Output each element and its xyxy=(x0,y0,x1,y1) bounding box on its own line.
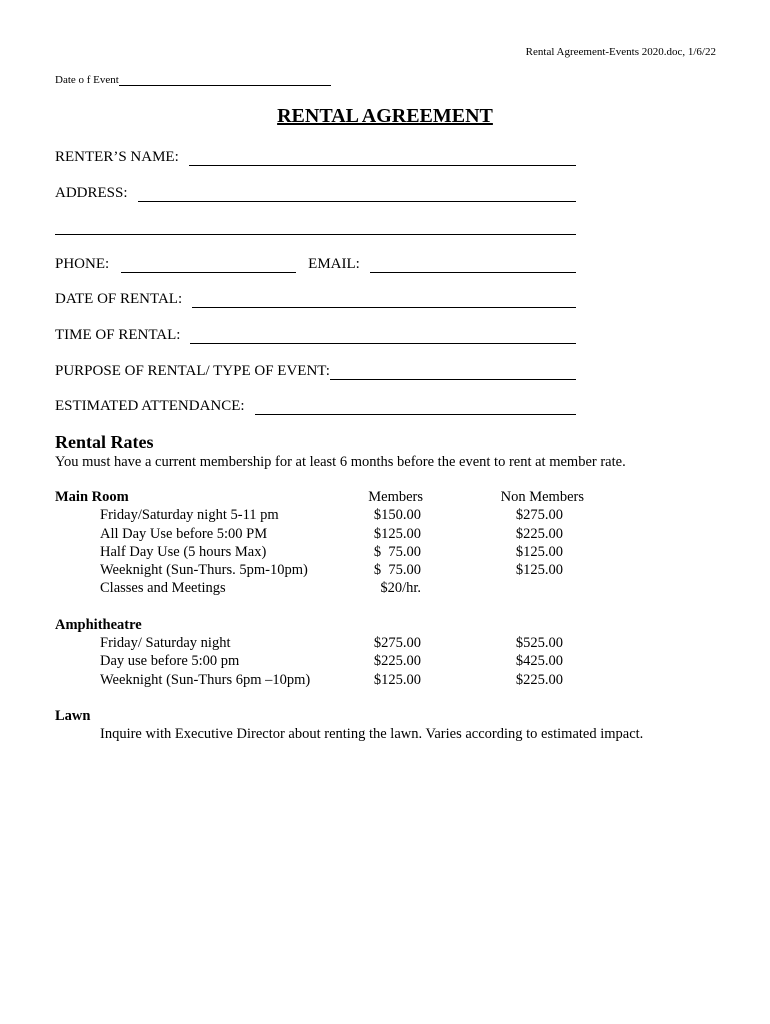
rate-name: Friday/ Saturday night xyxy=(100,635,231,652)
lawn-note-row xyxy=(55,725,675,743)
non-members-column-header: Non Members xyxy=(500,489,584,505)
rate-name: All Day Use before 5:00 PM xyxy=(100,525,268,542)
members-column-header: Members xyxy=(368,489,423,505)
address-blank[interactable] xyxy=(138,186,576,202)
date-of-event-label: Date o f Event xyxy=(55,74,119,86)
address-line-2-blank[interactable] xyxy=(55,234,576,235)
rate-name: Weeknight (Sun-Thurs. 5pm-10pm) xyxy=(100,562,308,579)
member-rate: $125.00 xyxy=(373,525,421,542)
purpose-label: PURPOSE OF RENTAL/ TYPE OF EVENT: xyxy=(55,363,330,379)
rate-row xyxy=(55,671,675,689)
amphitheatre-header-row xyxy=(55,616,675,634)
address-label: ADDRESS: xyxy=(55,185,128,201)
member-rate: $20/hr. xyxy=(380,580,421,597)
time-of-rental-label: TIME OF RENTAL: xyxy=(55,327,181,343)
time-of-rental-field xyxy=(55,324,576,344)
member-rate: $ 75.00 xyxy=(373,562,421,579)
member-rate: $225.00 xyxy=(373,653,421,670)
attendance-label: ESTIMATED ATTENDANCE: xyxy=(55,398,245,414)
purpose-field xyxy=(55,360,576,380)
email-label: EMAIL: xyxy=(308,256,360,272)
amphitheatre-label: Amphitheatre xyxy=(55,616,142,633)
non-member-rate: $425.00 xyxy=(515,653,563,670)
non-member-rate: $125.00 xyxy=(515,562,563,579)
rate-row xyxy=(55,506,675,524)
member-rate: $ 75.00 xyxy=(373,543,421,560)
document-title: RENTAL AGREEMENT xyxy=(277,105,493,127)
non-member-rate: $525.00 xyxy=(515,635,563,652)
lawn-header-row xyxy=(55,707,675,725)
phone-label: PHONE: xyxy=(55,256,110,272)
member-rate: $125.00 xyxy=(373,671,421,688)
attendance-field xyxy=(55,395,576,415)
non-member-rate: $125.00 xyxy=(515,543,563,560)
rates-table xyxy=(55,488,675,744)
lawn-note: Inquire with Executive Director about renting the lawn. Varies according to estimated impact. xyxy=(100,726,644,743)
rate-row xyxy=(55,525,675,543)
member-rate: $150.00 xyxy=(373,507,421,524)
rate-name: Day use before 5:00 pm xyxy=(100,653,240,670)
renters-name-label: RENTER’S NAME: xyxy=(55,149,179,165)
rate-name: Classes and Meetings xyxy=(100,580,226,597)
date-of-event-field xyxy=(55,74,331,86)
date-of-rental-blank[interactable] xyxy=(192,292,576,308)
lawn-label: Lawn xyxy=(55,707,91,724)
non-member-rate: $225.00 xyxy=(515,525,563,542)
rate-name: Friday/Saturday night 5-11 pm xyxy=(100,507,279,524)
date-of-rental-label: DATE OF RENTAL: xyxy=(55,291,183,307)
rate-name: Weeknight (Sun-Thurs 6pm –10pm) xyxy=(100,671,311,688)
rate-row xyxy=(55,543,675,561)
date-of-rental-field xyxy=(55,288,576,308)
date-of-event-blank[interactable] xyxy=(119,74,331,86)
rate-row xyxy=(55,561,675,579)
rate-row xyxy=(55,652,675,670)
renters-name-field xyxy=(55,146,576,166)
non-member-rate: $275.00 xyxy=(515,507,563,524)
rate-row xyxy=(55,634,675,652)
rate-name: Half Day Use (5 hours Max) xyxy=(100,543,267,560)
rental-rates-heading: Rental Rates xyxy=(55,432,154,452)
file-reference: Rental Agreement-Events 2020.doc, 1/6/22 xyxy=(525,46,716,58)
member-rate: $275.00 xyxy=(373,635,421,652)
email-blank[interactable] xyxy=(370,257,576,273)
address-field xyxy=(55,182,576,202)
purpose-blank[interactable] xyxy=(330,364,576,380)
rate-row xyxy=(55,579,675,597)
attendance-blank[interactable] xyxy=(255,399,576,415)
non-member-rate: $225.00 xyxy=(515,671,563,688)
membership-note: You must have a current membership for at least 6 months before the event to rent at member rate. xyxy=(55,454,626,470)
main-room-header-row xyxy=(55,488,675,506)
phone-email-field xyxy=(55,253,576,273)
main-room-label: Main Room xyxy=(55,489,129,505)
time-of-rental-blank[interactable] xyxy=(190,328,576,344)
phone-blank[interactable] xyxy=(121,257,296,273)
renters-name-blank[interactable] xyxy=(189,150,576,166)
